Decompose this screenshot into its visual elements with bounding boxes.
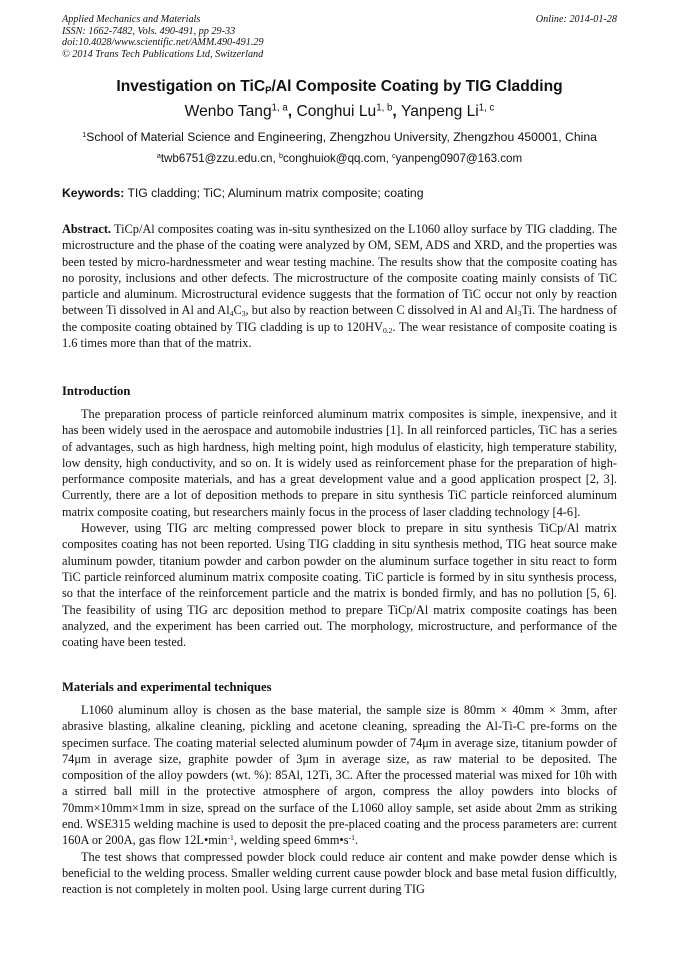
abstract-text: Ti. The hardness of the composite coating obtained by TIG cladding is up to 120HV <box>62 303 617 334</box>
body-paragraph: However, using TIG arc melting compressed power block to prepare in situ synthesis TiCp/Al matrix composites coating has not been reported. Using TIG cladding in situ synthesis method, TIG heat source make aluminum powder, titanium powder and carbon powder on the aluminum surface together in situ react to form TiC particle reinforced aluminum matrix composite coating. TiC particle is formed by in situ synthesis process, so that the interface of the reinforcement particle and the matrix is bonded firmly, and has no pollution [5, 6]. The feasibility of using TIG arc deposition method to prepare TiCp/Al matrix composite coatings has been analyzed, and the experiment has been carried out. The morphology, microstructure, and performance of the coating have been tested. <box>62 521 617 650</box>
title-subscript: P <box>265 85 272 97</box>
keywords <box>62 186 617 200</box>
superscript: -1 <box>348 833 355 843</box>
abstract-text: TiCp/Al composites coating was in-situ synthesized on the L1060 alloy surface by TIG cladding. The microstructure and the phase of the coating were analyzed by OM, SEM, ADS and XRD, and the properties was been tested by micro-hardnessmeter and wear testing machine. The results show that the composite coating has no porosity, inclusions and other defects. The microstructure of the composite coating mainly consists of TiC particle and aluminum. Microstructural evidence suggests that the formation of TiC occur not only by reaction between Ti dissolved in Al and Al <box>62 222 617 318</box>
affiliation <box>62 130 617 144</box>
abstract-text: C <box>233 303 242 318</box>
title-part-1: Investigation on TiC <box>116 78 266 95</box>
author-affiliation-mark: 1, a <box>271 102 288 114</box>
email-mark: b <box>278 151 283 161</box>
issn-line: ISSN: 1662-7482, Vols. 490-491, pp 29-33 <box>62 25 236 37</box>
copyright-line: © 2014 Trans Tech Publications Ltd, Switzerland <box>62 48 264 60</box>
affiliation-mark: 1 <box>82 129 87 139</box>
superscript: -1 <box>227 833 234 843</box>
email-mark: c <box>392 151 396 161</box>
online-date: Online: 2014-01-28 <box>535 14 617 25</box>
body-paragraph: The test shows that compressed powder block could reduce air content and make powder dense which is beneficial to the welding process. Smaller welding current cause powder block and base metal fusion difficultly, reaction is not completely in molten pool. Using large current during TIG <box>62 849 617 897</box>
keywords-label: Keywords: <box>62 186 125 200</box>
paper-title <box>62 78 617 96</box>
keywords-text: TIG cladding; TiC; Aluminum matrix composite; coating <box>124 186 424 200</box>
author-affiliation-mark: 1, c <box>478 102 495 114</box>
subscript: 3 <box>241 309 246 319</box>
author-affiliation-mark: 1, b <box>376 102 393 114</box>
email-address[interactable]: conghuiok@qq.com, <box>282 152 393 165</box>
author-emails <box>62 152 617 165</box>
abstract-paragraph <box>62 221 617 351</box>
paragraph-text: L1060 aluminum alloy is chosen as the base material, the sample size is 80mm × 40mm × 3mm, after abrasive blasting, alkaline cleaning, pickling and acetone cleaning, spreading the Al-Ti-C pre-forms on the specimen surface. The coating material selected aluminum powder of 74μm in average size, titanium powder of 74μm in average size, graphite powder of 3μm in average size, as raw material to be deposited. The composition of the alloy powders (wt. %): 85Al, 12Ti, 3C. After the processed material was mixed for 10h with a stirred ball mill in the protective atmosphere of argon, compress the alloy powders into blocks of 70mm×10mm×1mm in size, spread on the surface of the L1060 alloy sample, set aside about 2mm as striking end. WSE315 welding machine is used to deposit the pre-placed coating and the process parameters are: current 160A or 200A, gas flow 12L•min <box>62 703 617 848</box>
email-address[interactable]: twb6751@zzu.edu.cn, <box>160 152 279 165</box>
author-separator: , <box>392 103 401 120</box>
author-name: Yanpeng Li <box>401 103 479 120</box>
materials-section <box>62 702 617 898</box>
abstract-text: , but also by reaction between C dissolved in Al and Al <box>245 303 518 318</box>
abstract-label: Abstract. <box>62 222 112 236</box>
email-address[interactable]: yanpeng0907@163.com <box>395 152 523 165</box>
abstract-text: . The wear resistance of composite coating is 1.6 times more than that of the matrix. <box>62 319 618 351</box>
section-heading-introduction: Introduction <box>62 384 131 398</box>
affiliation-text: School of Material Science and Engineering, Zhengzhou University, Zhengzhou 450001, China <box>86 130 597 144</box>
paragraph-text: . <box>354 833 359 848</box>
author-separator: , <box>287 103 297 120</box>
paragraph-text: , welding speed 6mm•s <box>233 833 349 848</box>
title-part-2: /Al Composite Coating by TIG Cladding <box>271 78 563 95</box>
doi-line: doi:10.4028/www.scientific.net/AMM.490-491.29 <box>62 37 264 49</box>
author-name: Wenbo Tang <box>184 103 272 120</box>
author-name: Conghui Lu <box>296 103 377 120</box>
abstract <box>62 221 617 351</box>
introduction-section <box>62 406 617 650</box>
subscript: 3 <box>517 309 522 319</box>
journal-header <box>62 14 617 60</box>
journal-name: Applied Mechanics and Materials <box>62 14 201 25</box>
body-paragraph <box>62 702 617 849</box>
section-heading-materials: Materials and experimental techniques <box>62 680 272 694</box>
subscript: 0.2 <box>382 325 393 335</box>
author-list <box>62 103 617 121</box>
email-mark: a <box>156 151 161 161</box>
subscript: 4 <box>229 309 234 319</box>
body-paragraph: The preparation process of particle reinforced aluminum matrix composites is simple, inexpensive, and it has been widely used in the aerospace and automobile industries [1]. In all reinforced particles, TiC has a series of advantages, such as high hardness, high melting point, high modulus of elasticity, high temperature stability, low density, high conductivity, and so on. It is widely used as reinforcement phase for the preparation of high-performance composite materials, and has a great development value and a good application prospect [2, 3]. Currently, there are a lot of deposition methods to prepare in situ synthesis TiC particle reinforced aluminum matrix composite coating, but researchers mainly focus in the process of laser cladding technology [4-6]. <box>62 407 617 519</box>
